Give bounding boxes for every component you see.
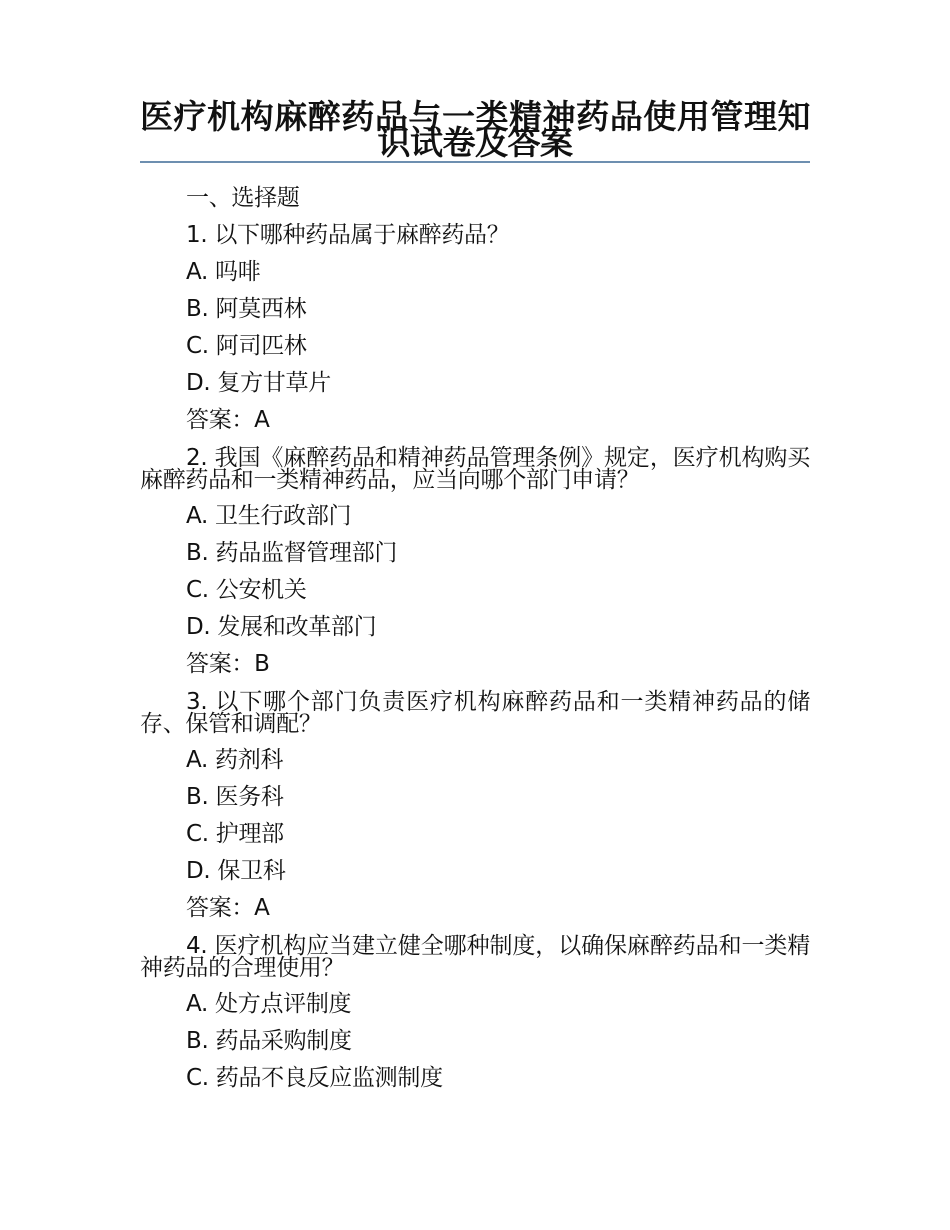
answer-option: C. 护理部 — [186, 821, 284, 847]
answer-option: A. 处方点评制度 — [186, 991, 352, 1017]
question-stem: 1. 以下哪种药品属于麻醉药品？ — [186, 222, 510, 248]
answer-option: B. 药品监督管理部门 — [186, 540, 398, 566]
answer-option: D. 发展和改革部门 — [186, 614, 377, 640]
document-body — [140, 180, 810, 1097]
answer-key: 答案：A — [186, 407, 270, 433]
question-stem: 4. 医疗机构应当建立健全哪种制度，以确保麻醉药品和一类精神药品的合理使用？ — [140, 933, 810, 981]
answer-option: C. 阿司匹林 — [186, 333, 307, 359]
answer-option: A. 卫生行政部门 — [186, 503, 352, 529]
question-stem: 3. 以下哪个部门负责医疗机构麻醉药品和一类精神药品的储存、保管和调配？ — [140, 689, 810, 737]
answer-option: B. 医务科 — [186, 784, 284, 810]
answer-option: B. 阿莫西林 — [186, 296, 307, 322]
answer-key: 答案：B — [186, 651, 270, 677]
question-stem: 2. 我国《麻醉药品和精神药品管理条例》规定，医疗机构购买麻醉药品和一类精神药品，应当向哪个部门申请？ — [140, 445, 810, 493]
answer-key: 答案：A — [186, 895, 270, 921]
answer-option: A. 吗啡 — [186, 259, 261, 285]
answer-option: D. 保卫科 — [186, 858, 286, 884]
section-heading: 一、选择题 — [186, 185, 300, 211]
title-underline — [140, 161, 810, 163]
answer-option: C. 公安机关 — [186, 577, 307, 603]
answer-option: C. 药品不良反应监测制度 — [186, 1065, 443, 1091]
answer-option: A. 药剂科 — [186, 747, 284, 773]
document-title: 医疗机构麻醉药品与一类精神药品使用管理知识试卷及答案 — [140, 97, 810, 162]
answer-option: B. 药品采购制度 — [186, 1028, 352, 1054]
answer-option: D. 复方甘草片 — [186, 370, 331, 396]
